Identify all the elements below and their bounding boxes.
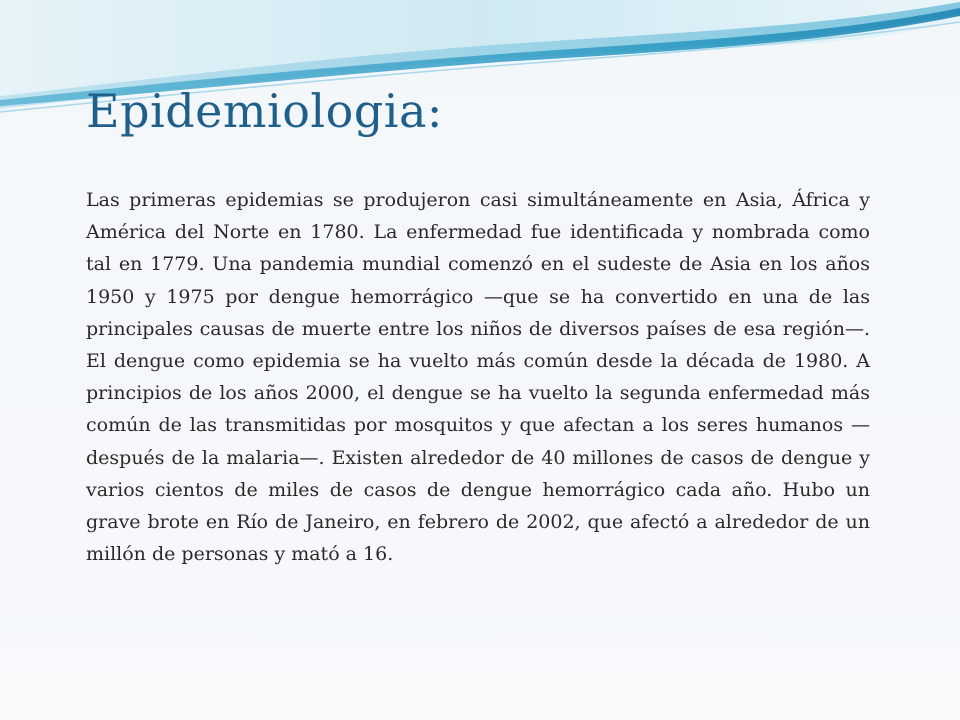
body-paragraph: Las primeras epidemias se produjeron casi simultáneamente en Asia, África y América del Norte en 1780. La enfermedad fue identificada y nombrada como tal en 1779. Una pandemia mundial comenzó en el sudeste de Asia en los años 1950 y 1975 por dengue hemorrágico —que se ha convertido en una de las principales causas de muerte entre los niños de diversos países de esa región—. El dengue como epidemia se ha vuelto más común desde la década de 1980. A principios de los años 2000, el dengue se ha vuelto la segunda enfermedad más común de las transmitidas por mosquitos y que afectan a los seres humanos —después de la malaria—. Existen alrededor de 40 millones de casos de dengue y varios cientos de miles de casos de dengue hemorrágico cada año. Hubo un grave brote en Río de Janeiro, en febrero de 2002, que afectó a alrededor de un millón de personas y mató a 16. — [86, 189, 870, 566]
slide-title: Epidemiologia: — [86, 84, 443, 138]
